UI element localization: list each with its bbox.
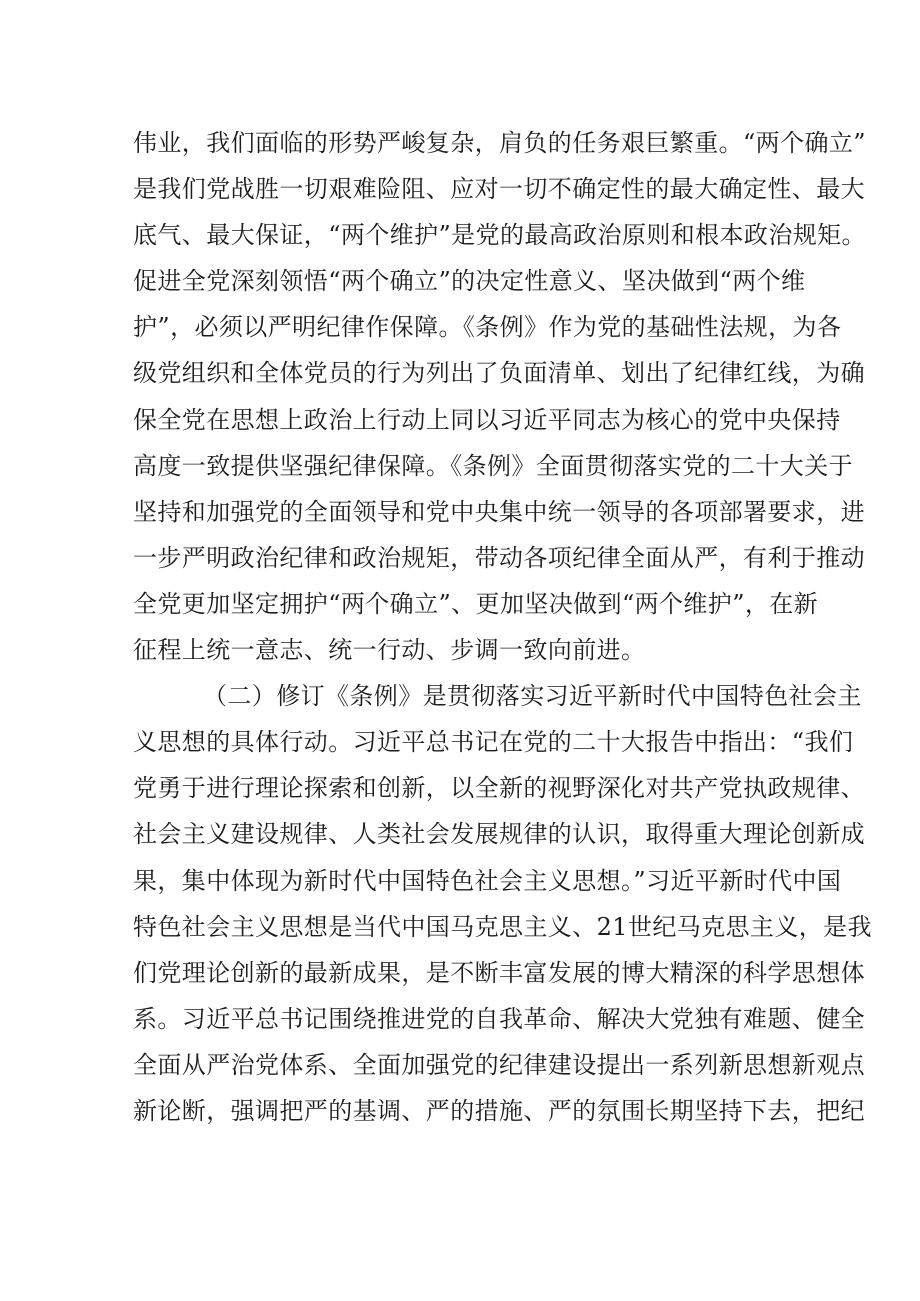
text-line-20: 系。习近平总书记围绕推进党的自我革命、解决大党独有难题、健全: [133, 1004, 865, 1033]
text-line-5: 护”，必须以严明纪律作保障。《条例》作为党的基础性法规，为各: [133, 313, 842, 342]
text-line-1: 伟业，我们面临的形势严峻复杂，肩负的任务艰巨繁重。“两个确立”: [133, 129, 866, 157]
text-line-11: 全党更加坚定拥护“两个确立”、更加坚决做到“两个维护”，在新: [133, 589, 819, 618]
section-heading-line: （二）修订《条例》是贯彻落实习近平新时代中国特色社会主: [203, 682, 862, 711]
text-line-9: 坚持和加强党的全面领导和党中央集中统一领导的各项部署要求，进: [133, 497, 865, 526]
text-line-15: 党勇于进行理论探索和创新，以全新的视野深化对共产党执政规律、: [133, 774, 865, 803]
text-line-2: 是我们党战胜一切艰难险阻、应对一切不确定性的最大确定性、最大: [133, 175, 865, 204]
text-line-10: 一步严明政治纪律和政治规矩，带动各项纪律全面从严，有利于推动: [133, 543, 865, 572]
text-line-16: 社会主义建设规律、人类社会发展规律的认识，取得重大理论创新成: [133, 820, 865, 849]
text-line-7: 保全党在思想上政治上行动上同以习近平同志为核心的党中央保持: [133, 405, 841, 434]
text-line-18: 特色社会主义思想是当代中国马克思主义、21世纪马克思主义，是我: [133, 912, 872, 941]
text-line-12: 征程上统一意志、统一行动、步调一致向前进。: [133, 636, 646, 665]
text-line-8: 高度一致提供坚强纪律保障。《条例》全面贯彻落实党的二十大关于: [133, 451, 853, 480]
text-line-22: 新论断，强调把严的基调、严的措施、严的氛围长期坚持下去，把纪: [133, 1096, 865, 1125]
body-text: [133, 120, 872, 1134]
text-line-19: 们党理论创新的最新成果，是不断丰富发展的博大精深的科学思想体: [133, 958, 865, 987]
text-line-14: 义思想的具体行动。习近平总书记在党的二十大报告中指出：“我们: [133, 728, 854, 757]
text-line-21: 全面从严治党体系、全面加强党的纪律建设提出一系列新思想新观点: [133, 1050, 865, 1079]
text-line-3: 底气、最大保证，“两个维护”是党的最高政治原则和根本政治规矩。: [133, 221, 866, 250]
text-line-17: 果，集中体现为新时代中国特色社会主义思想。”习近平新时代中国: [133, 866, 842, 895]
text-line-6: 级党组织和全体党员的行为列出了负面清单、划出了纪律红线，为确: [133, 359, 865, 388]
text-line-4: 促进全党深刻领悟“两个确立”的决定性意义、坚决做到“两个维: [133, 267, 806, 296]
